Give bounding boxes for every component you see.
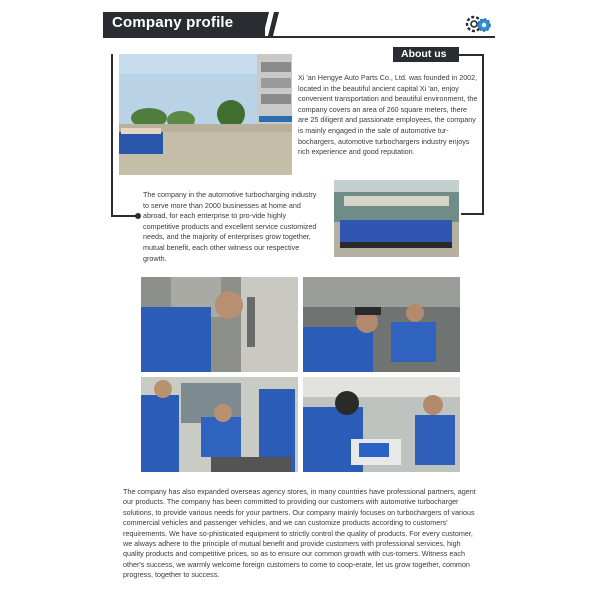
frame-line-left: [111, 54, 113, 217]
service-text: The company in the automotive turbocharging industry to serve more than 2000 businesses at home and abroad, for each enterprise to pro-vide highly competitive products and excellent service customized needs, and the majority of enterprises grow together, mutual benefit, each other witness our respective growth.: [143, 190, 317, 263]
frame-line-bottom: [461, 213, 484, 215]
header-rule: [103, 36, 495, 38]
frame-dot: [135, 213, 141, 219]
team-group-photo: [334, 180, 459, 257]
company-building-photo: [119, 54, 292, 175]
frame-line-top: [459, 54, 484, 56]
page-title: Company profile: [112, 14, 234, 31]
workshop-photo-1: [141, 277, 298, 372]
header-slash-decoration: [240, 12, 280, 36]
bottom-paragraph: [123, 487, 478, 581]
service-paragraph: [143, 190, 323, 264]
workshop-photo-2: [303, 277, 460, 372]
intro-text: Xi 'an Hengye Auto Parts Co., Ltd. was founded in 2002, located in the beautiful ancient capital Xi 'an, enjoy convenient transportation and beautiful environment, the company covers an area of 260 square meters, there are 25 diligent and passionate employees, the company is mainly engaged in the sale of automotive tur-bochargers, automotive turbochargers industry enjoys rich experience and good reputation.: [298, 73, 478, 157]
intro-paragraph: [298, 73, 478, 158]
workshop-photo-3: [141, 377, 298, 472]
workshop-photo-4: [303, 377, 460, 472]
gear-settings-icon: [463, 12, 493, 36]
about-us-label: About us: [401, 48, 447, 60]
bottom-text: The company has also expanded overseas agency stores, in many countries have professional partners, agent our products. The company has been committed to providing our customers with automotive turbocharger solutions, to provide various needs for your partners. Our company mainly focuses on turbochargers of various commercial vehicles and passenger vehicles, and we can customize products according to customers' requirements. We have so-phisticated equipment to strictly control the quality of products. For every customer, we always adhere to the principle of mutual benefit and provide customers with professional services, high quality products and competitive prices, so as to ensure our common growth with cus-tomers. Witness each other's success, we warmly welcome foreign customers to come to coop-erate, let us grow together, common progress, together to success.: [123, 487, 476, 580]
frame-line-right: [482, 54, 484, 215]
frame-line-left-bottom: [111, 215, 137, 217]
